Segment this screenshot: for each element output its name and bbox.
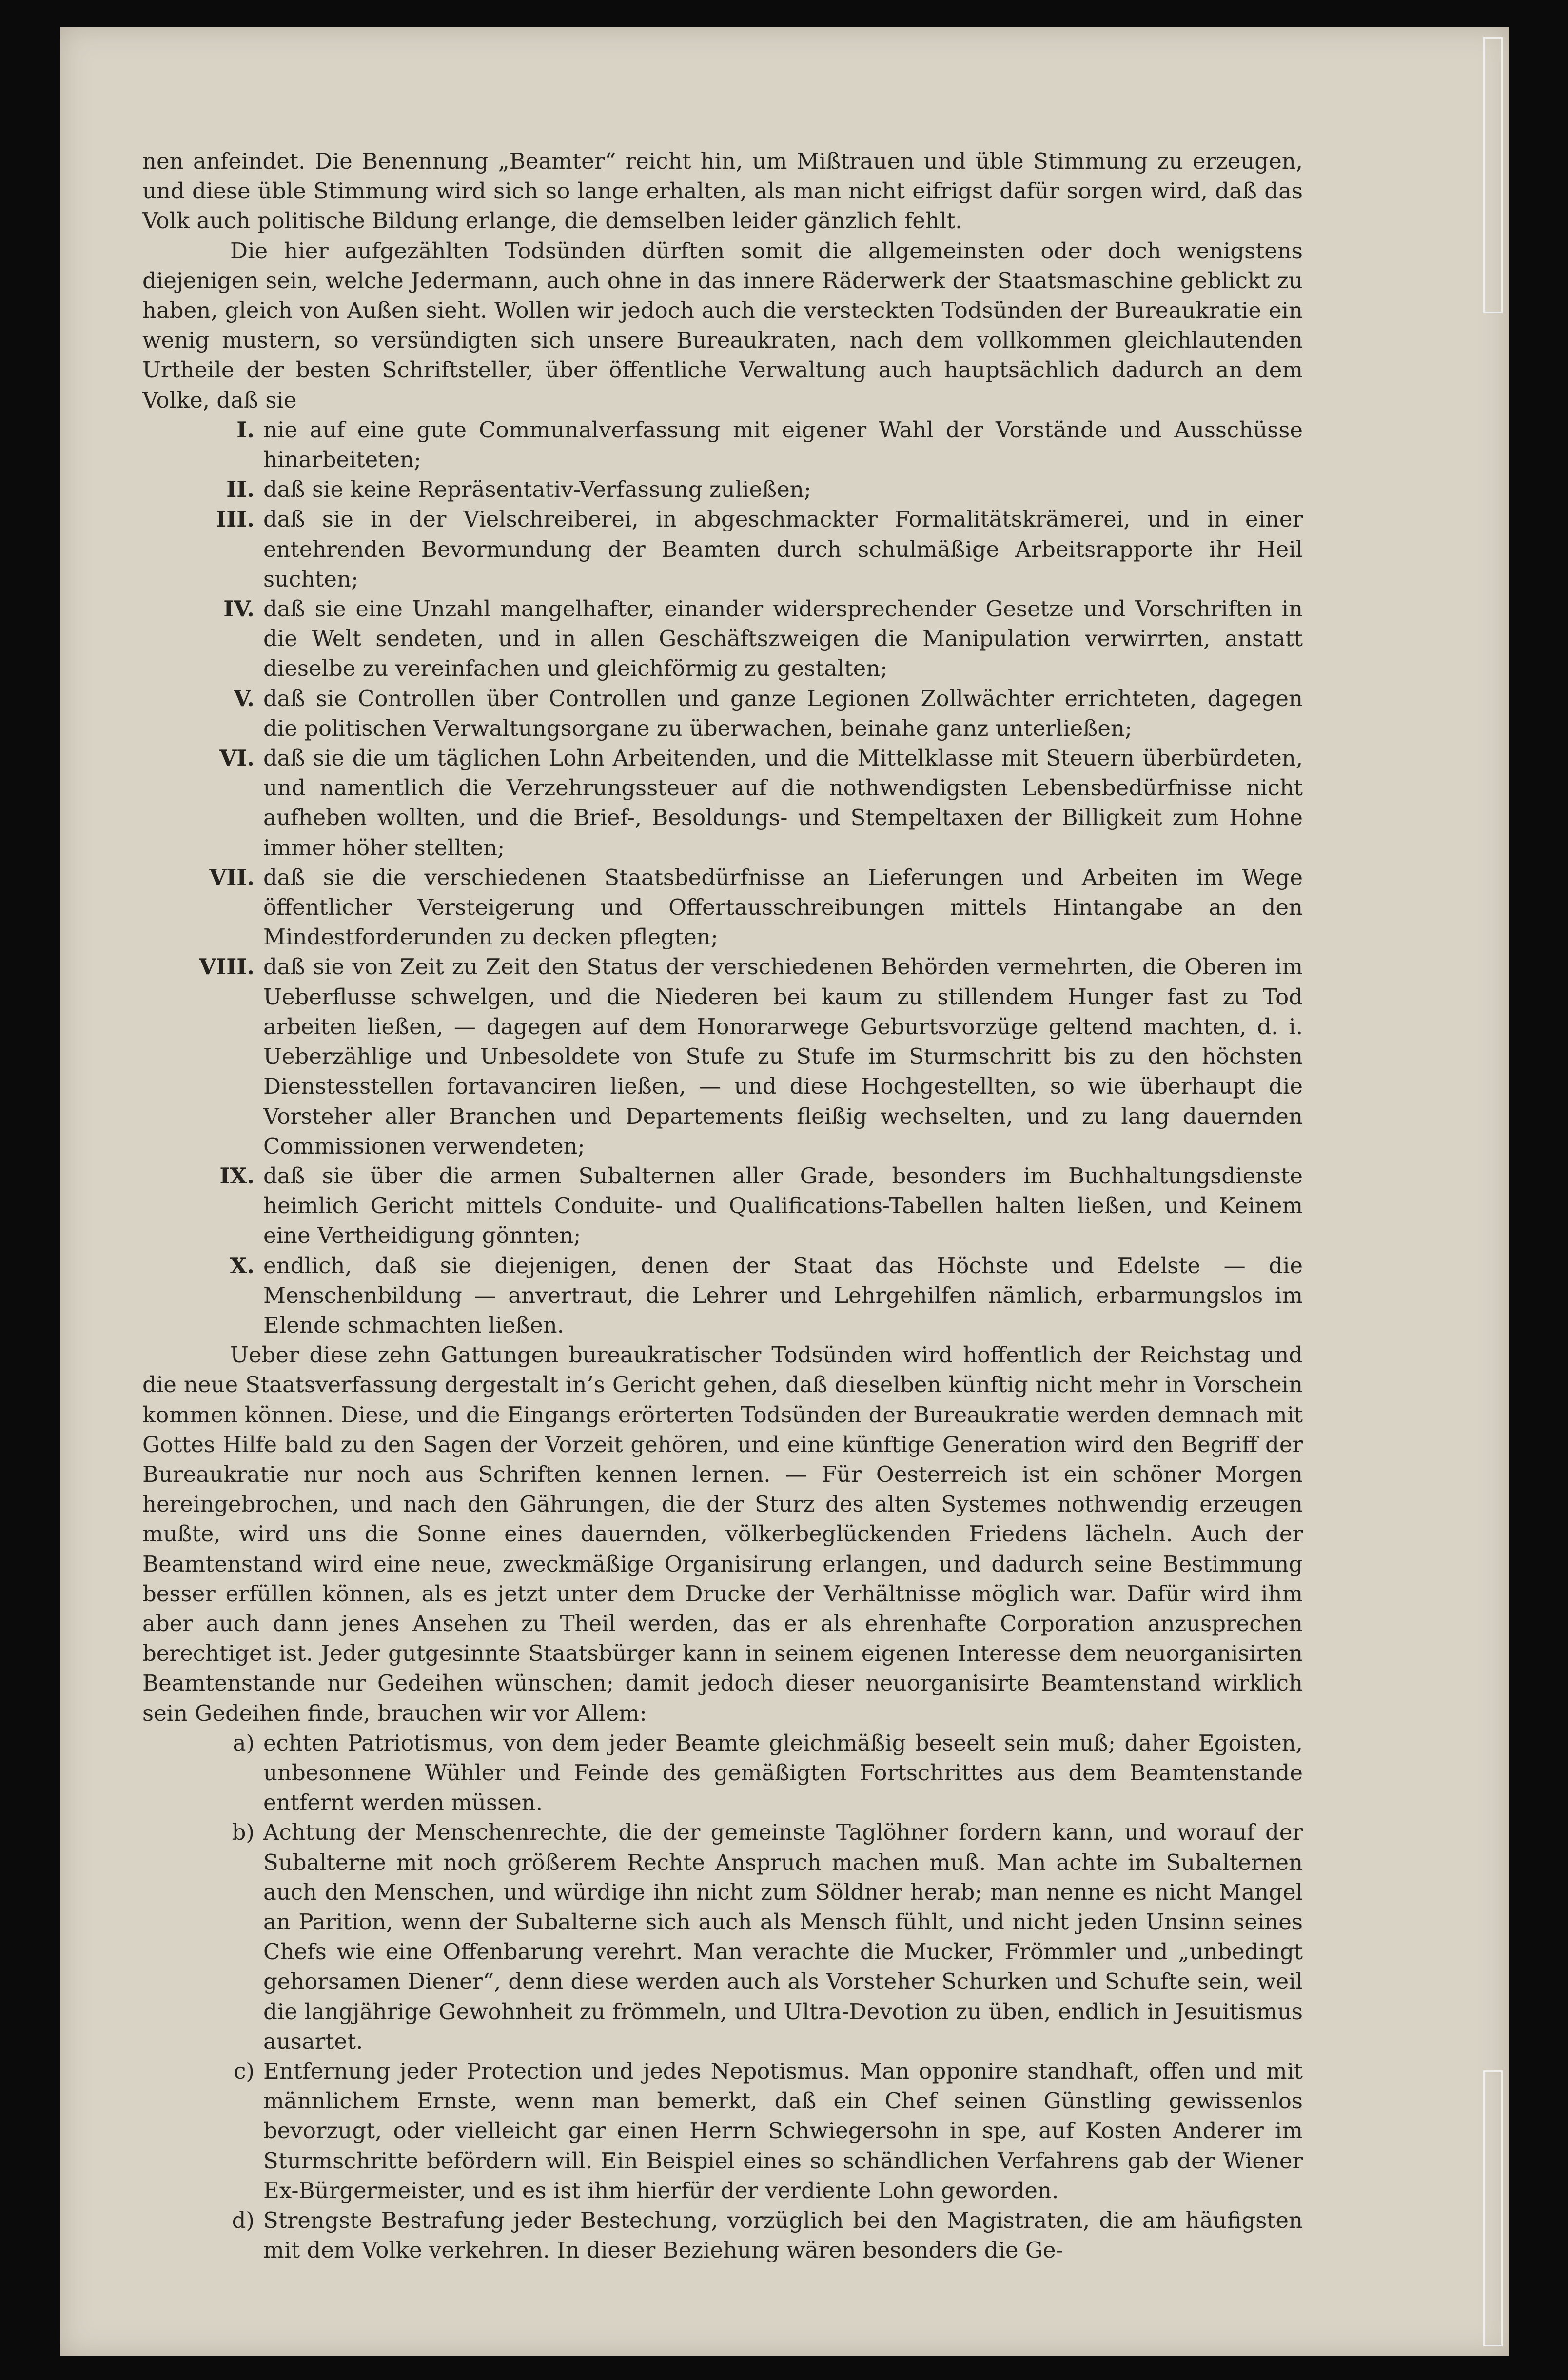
sin-number: II. [226,476,255,503]
sin-text: daß sie in der Vielschreiberei, in abgeschmackter Formalitätskrämerei, und in einer entehrenden Bevormundung der Beamten durch schulmäßige Arbeitsrapporte ihr Heil suchten; [263,506,1303,592]
sin-number: IX. [219,1162,255,1189]
sin-text: daß sie über die armen Subalternen aller Grade, besonders im Buchhaltungsdienste heimlich Gericht mittels Conduite- und Qualifications-Tabellen halten ließen, und Keinem eine Vertheidigung gönnten; [263,1162,1303,1249]
sin-text: nie auf eine gute Communalverfassung mit eigener Wahl der Vorstände und Ausschüsse hinarbeiteten; [263,416,1303,473]
sin-item [142,863,1303,952]
sin-text: endlich, daß sie diejenigen, denen der Staat das Höchste und Edelste — die Menschenbildung — anvertraut, die Lehrer und Lehrgehilfen nämlich, erbarmungslos im Elende schmachten ließen. [263,1252,1303,1338]
sin-number: III. [216,506,255,532]
sin-item [142,952,1303,1160]
intro-paragraph-1: nen anfeindet. Die Benennung „Beamter“ reicht hin, um Mißtrauen und üble Stimmung zu erzeugen, und diese üble Stimmung wird sich so lange erhalten, als man nicht eifrigst dafür sorgen wird, daß das Volk auch politische Bildung erlange, die demselben leider gänzlich fehlt. [142,148,1303,234]
sin-text: daß sie eine Unzahl mangelhafter, einander widersprechender Gesetze und Vorschriften in die Welt sendeten, und in allen Geschäftszweigen die Manipulation verwirrten, anstatt dieselbe zu vereinfachen und gleichförmig zu gestalten; [263,596,1303,682]
sin-item [142,474,1303,504]
sin-number: VII. [209,864,255,890]
sin-number: VI. [219,745,255,771]
need-item [142,2056,1303,2205]
need-text: Entfernung jeder Protection und jedes Nepotismus. Man opponire standhaft, offen und mit männlichem Ernste, wenn man bemerkt, daß ein Chef seinen Günstling gewissenlos bevorzugt, oder vielleicht gar einen Herrn Schwiegersohn in spe, auf Kosten Anderer im Sturmschritte befördern will. Ein Beispiel eines so schändlichen Verfahrens gab der Wiener Ex-Bürgermeister, und es ist ihm hierfür der verdiente Lohn geworden. [263,2058,1303,2203]
sin-item [142,743,1303,863]
sin-item [142,1251,1303,1340]
need-text: echten Patriotismus, von dem jeder Beamte gleichmäßig beseelt sein muß; daher Egoisten, unbesonnene Wühler und Feinde des gemäßigten Fortschrittes aus dem Beamtenstande entfernt werden müssen. [263,1730,1303,1816]
sin-number: VIII. [199,954,255,980]
need-letter: d) [232,2207,255,2234]
need-item [142,1817,1303,2056]
need-letter: c) [234,2058,255,2084]
sin-item [142,684,1303,743]
sin-text: daß sie die verschiedenen Staatsbedürfnisse an Lieferungen und Arbeiten im Wege öffentlicher Versteigerung und Offertausschreibungen mittels Hintangabe an den Mindestforderunden zu decken pflegten; [263,864,1303,950]
needs-list [142,1728,1303,2265]
need-letter: a) [233,1730,255,1756]
document-text [142,146,1303,2265]
sin-number: IV. [223,596,255,622]
sin-number: X. [230,1252,255,1279]
sin-text: daß sie Controllen über Controllen und ganze Legionen Zollwächter errichteten, dagegen die politischen Verwaltungsorgane zu überwachen, beinahe ganz unterließen; [263,685,1303,741]
need-item [142,1728,1303,1818]
sin-number: I. [236,416,255,443]
sin-item [142,415,1303,474]
middle-paragraph: Ueber diese zehn Gattungen bureaukratischer Todsünden wird hoffentlich der Reichstag und die neue Staatsverfassung dergestalt in’s Gericht gehen, daß dieselben künftig nicht mehr in Vorschein kommen können. Diese, und die Eingangs erörterten Todsünden der Bureaukratie werden demnach mit Gottes Hilfe bald zu den Sagen der Vorzeit gehören, und eine künftige Generation wird den Begriff der Bureaukratie nur noch aus Schriften kennen lernen. — Für Oesterreich ist ein schöner Morgen hereingebrochen, und nach den Gährungen, die der Sturz des alten Systemes nothwendig erzeugen mußte, wird uns die Sonne eines dauernden, völkerbeglückenden Friedens lächeln. Auch der Beamtenstand wird eine neue, zweckmäßige Organisirung erlangen, und dadurch seine Bestimmung besser erfüllen können, als es jetzt unter dem Drucke der Verhältnisse möglich war. Dafür wird ihm aber auch dann jenes Ansehen zu Theil werden, das er als ehrenhafte Corporation anzusprechen berechtiget ist. Jeder gutgesinnte Staatsbürger kann in seinem eigenen Interesse dem neuorganisirten Beamtenstande nur Gedeihen wünschen; damit jedoch dieser neuorganisirte Beamtenstand wirklich sein Gedeihen finde, brauchen wir vor Allem: [142,1342,1303,1726]
scale-ruler-bottom [1483,2070,1503,2346]
need-text: Achtung der Menschenrechte, die der gemeinste Taglöhner fordern kann, und worauf der Subalterne mit noch größerem Rechte Anspruch machen muß. Man achte im Subalternen auch den Menschen, und würdige ihn nicht zum Söldner herab; man nenne es nicht Mangel an Parition, wenn der Subalterne sich auch als Mensch fühlt, und nicht jeden Unsinn seines Chefs wie eine Offenbarung verehrt. Man verachte die Mucker, Frömmler und „unbedingt gehorsamen Diener“, denn diese werden auch als Vorsteher Schurken und Schufte sein, weil die langjährige Gewohnheit zu frömmeln, und Ultra-Devotion zu üben, endlich in Jesuitismus ausartet. [263,1819,1303,2054]
sin-text: daß sie von Zeit zu Zeit den Status der verschiedenen Behörden vermehrten, die Oberen im Ueberflusse schwelgen, und die Niederen bei kaum zu stillendem Hunger fast zu Tod arbeiten ließen, — dagegen auf dem Honorarwege Geburtsvorzüge geltend machten, d. i. Ueberzählige und Unbesoldete von Stufe zu Stufe im Sturmschritt bis zu den höchsten Dienstesstellen fortavanciren ließen, — und diese Hochgestellten, so wie überhaupt die Vorsteher aller Branchen und Departements fleißig wechselten, und zu lang dauernden Commissionen verwendeten; [263,954,1303,1159]
scale-ruler-top [1483,37,1503,313]
sins-list [142,415,1303,1340]
sin-item [142,504,1303,594]
need-letter: b) [232,1819,255,1846]
sin-item [142,1161,1303,1251]
sin-item [142,594,1303,684]
sin-text: daß sie keine Repräsentativ-Verfassung zuließen; [263,476,811,503]
intro-paragraph-2: Die hier aufgezählten Todsünden dürften somit die allgemeinsten oder doch wenigstens diejenigen sein, welche Jedermann, auch ohne in das innere Räderwerk der Staatsmaschine geblickt zu haben, gleich von Außen sieht. Wollen wir jedoch auch die versteckten Todsünden der Bureaukratie ein wenig mustern, so versündigten sich unsere Bureaukraten, nach dem vollkommen gleichlautenden Urtheile der besten Schriftsteller, über öffentliche Verwaltung auch hauptsächlich dadurch an dem Volke, daß sie [142,237,1303,413]
need-item [142,2205,1303,2265]
need-text: Strengste Bestrafung jeder Bestechung, vorzüglich bei den Magistraten, die am häufigsten mit dem Volke verkehren. In dieser Beziehung wären besonders die Ge- [263,2207,1303,2263]
sin-number: V. [234,685,255,711]
sin-text: daß sie die um täglichen Lohn Arbeitenden, und die Mittelklasse mit Steuern überbürdeten, und namentlich die Verzehrungssteuer auf die nothwendigsten Lebensbedürfnisse nicht aufheben wollten, und die Brief-, Besoldungs- und Stempeltaxen der Billigkeit zum Hohne immer höher stellten; [263,745,1303,861]
